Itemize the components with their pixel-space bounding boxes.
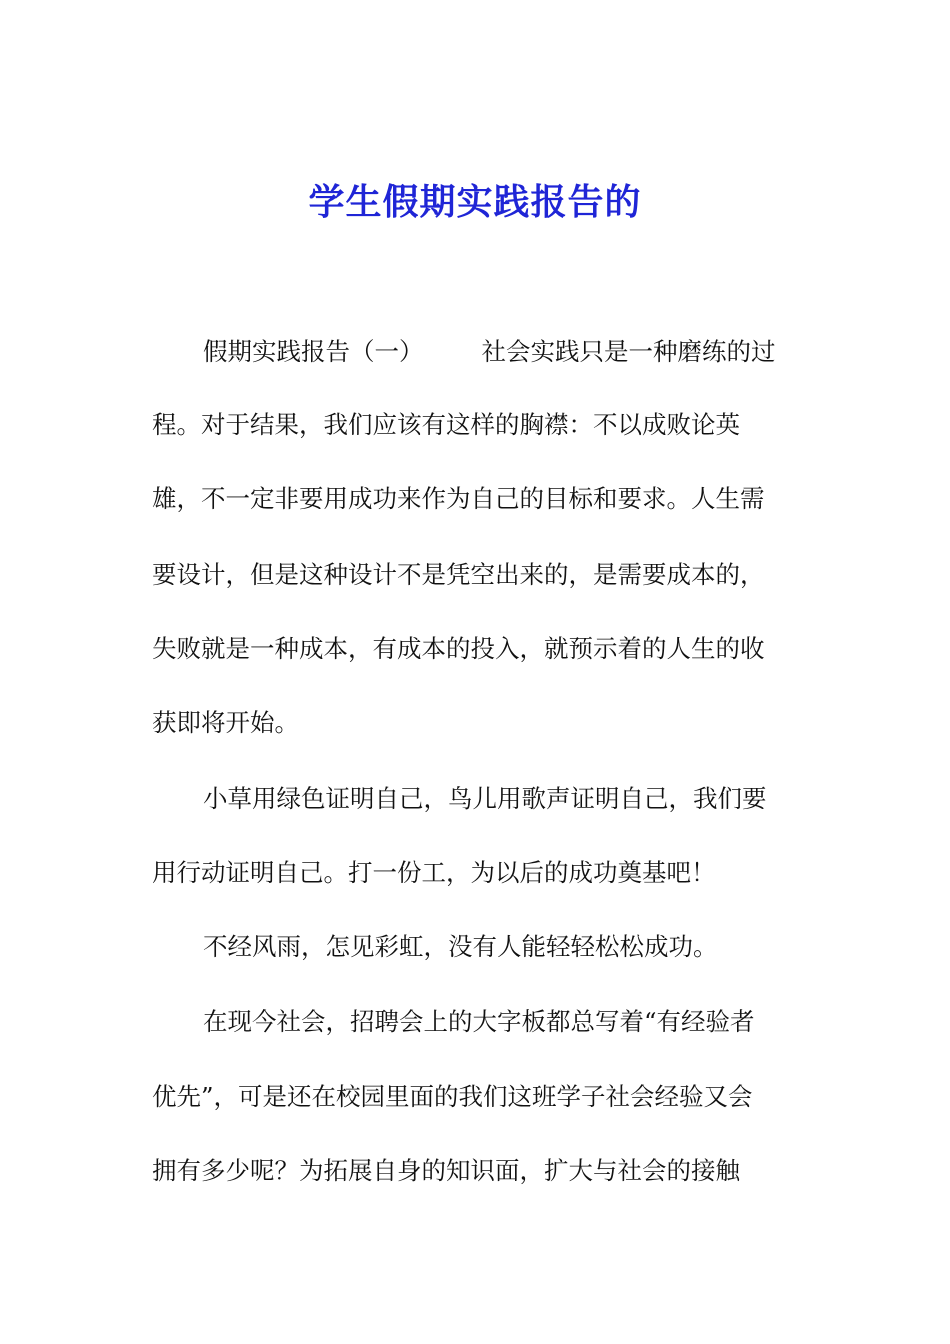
paragraph-line: 用行动证明自己。打一份工，为以后的成功奠基吧！ <box>152 858 716 887</box>
paragraph-text: 社会实践只是一种磨练的过 <box>481 337 776 366</box>
paragraph-line: 获即将开始。 <box>152 708 299 737</box>
paragraph-line: 程。对于结果，我们应该有这样的胸襟：不以成败论英 <box>152 410 740 439</box>
paragraph-line: 雄，不一定非要用成功来作为自己的目标和要求。人生需 <box>152 484 765 513</box>
paragraph-line <box>203 334 853 370</box>
paragraph-line: 不经风雨，怎见彩虹，没有人能轻轻松松成功。 <box>203 932 718 961</box>
paragraph-line: 拥有多少呢？为拓展自身的知识面，扩大与社会的接触 <box>152 1156 740 1185</box>
paragraph-line: 优先”，可是还在校园里面的我们这班学子社会经验又会 <box>152 1082 753 1111</box>
section-heading: 假期实践报告（一） <box>203 337 424 366</box>
paragraph-line: 失败就是一种成本，有成本的投入，就预示着的人生的收 <box>152 634 765 663</box>
paragraph-line: 要设计，但是这种设计不是凭空出来的，是需要成本的， <box>152 560 765 589</box>
paragraph-line: 在现今社会，招聘会上的大字板都总写着“有经验者 <box>203 1007 755 1036</box>
paragraph-line: 小草用绿色证明自己，鸟儿用歌声证明自己，我们要 <box>203 784 767 813</box>
document-title: 学生假期实践报告的 <box>308 181 642 223</box>
